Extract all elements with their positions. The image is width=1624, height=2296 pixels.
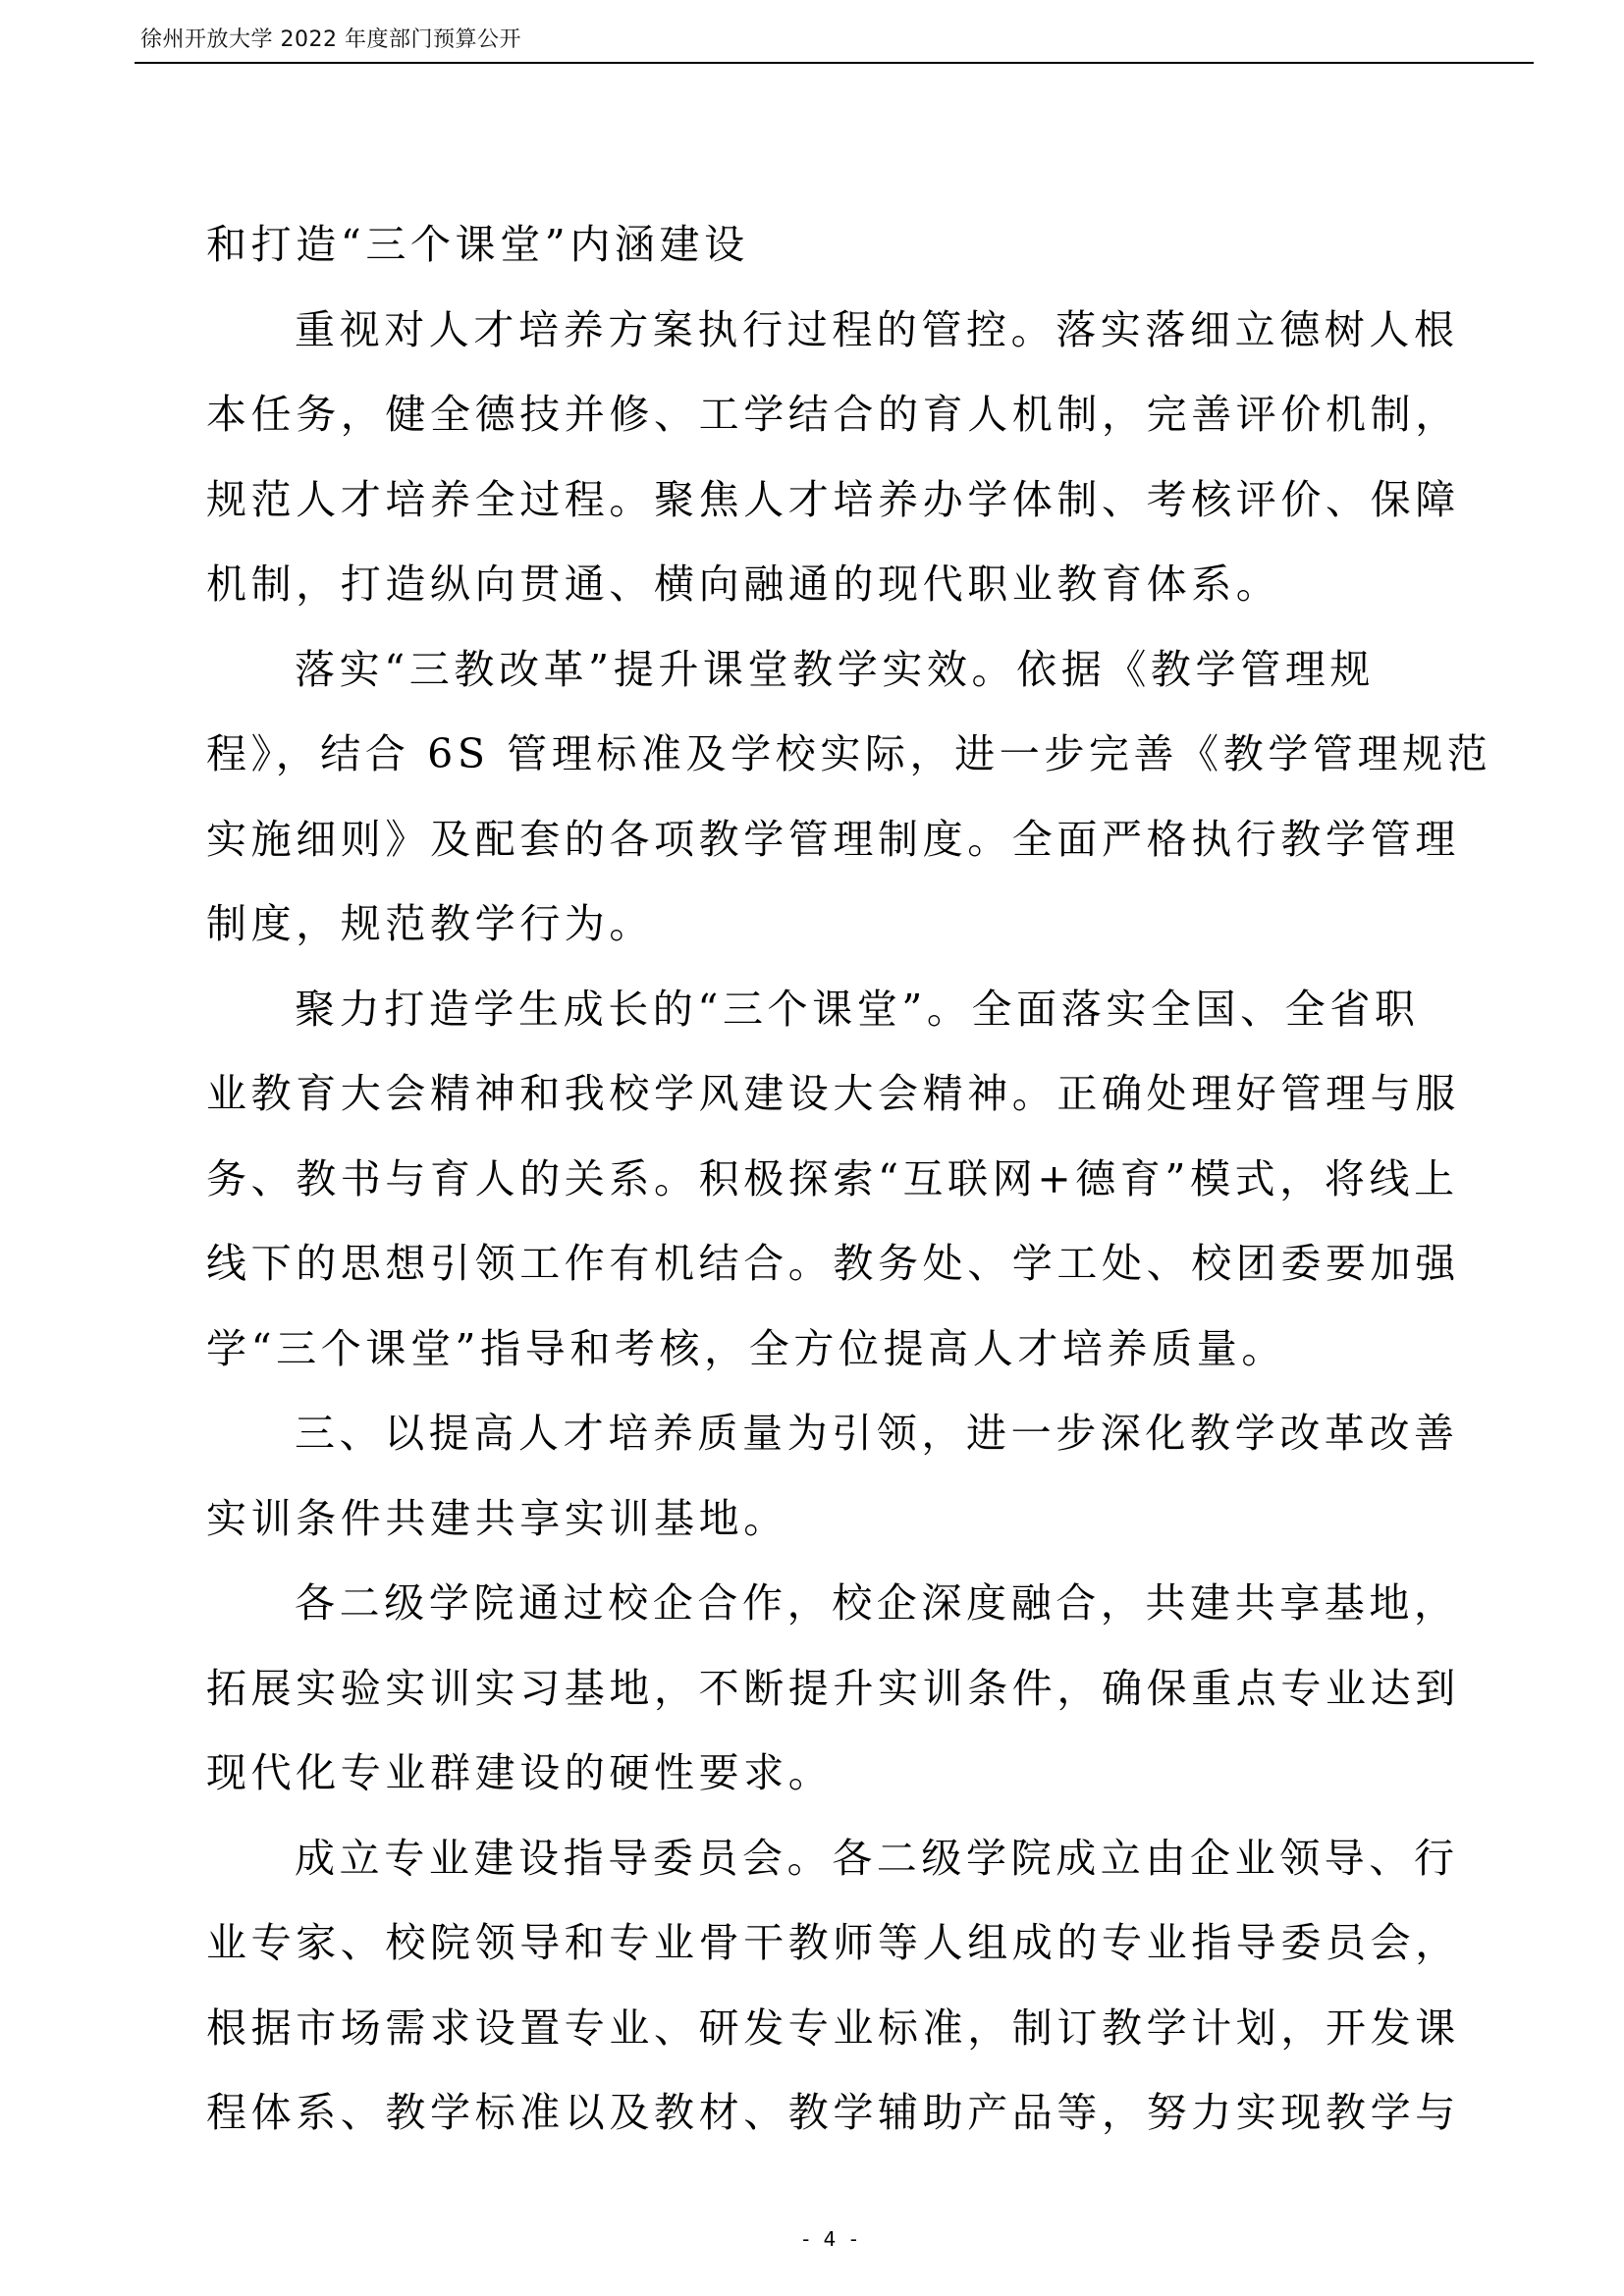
text-line: 实训条件共建共享实训基地。 [206, 1494, 788, 1542]
paragraph-first-line: 成立专业建设指导委员会。各二级学院成立由企业领导、行 [295, 1834, 1459, 1882]
text-line: 学“三个课堂”指导和考核，全方位提高人才培养质量。 [206, 1324, 1286, 1372]
paragraph-first-line: 三、以提高人才培养质量为引领，进一步深化教学改革改善 [295, 1410, 1459, 1457]
text-line: 线下的思想引领工作有机结合。教务处、学工处、校团委要加强 [206, 1240, 1460, 1287]
running-header: 徐州开放大学 2022 年度部门预算公开 [140, 27, 521, 52]
text-line: 业教育大会精神和我校学风建设大会精神。正确处理好管理与服 [206, 1070, 1460, 1117]
paragraph-first-line: 重视对人才培养方案执行过程的管控。落实落细立德树人根 [295, 305, 1459, 353]
text-line: 程》，结合 6S 管理标准及学校实际，进一步完善《教学管理规范 [206, 730, 1492, 777]
body-text [206, 202, 1492, 2156]
text-line: 和打造“三个课堂”内涵建设 [206, 221, 749, 268]
text-line: 制度，规范教学行为。 [206, 900, 654, 947]
text-line: 程体系、教学标准以及教材、教学辅助产品等，努力实现教学与 [206, 2089, 1460, 2136]
text-line: 实施细则》及配套的各项教学管理制度。全面严格执行教学管理 [206, 815, 1460, 863]
text-line: 业专家、校院领导和专业骨干教师等人组成的专业指导委员会， [206, 1919, 1460, 1966]
text-line: 本任务，健全德技并修、工学结合的育人机制，完善评价机制， [206, 391, 1460, 438]
text-line: 根据市场需求设置专业、研发专业标准，制订教学计划，开发课 [206, 2003, 1460, 2052]
text-line: 机制，打造纵向贯通、横向融通的现代职业教育体系。 [206, 561, 1281, 608]
text-line: 规范人才培养全过程。聚焦人才培养办学体制、考核评价、保障 [206, 475, 1460, 523]
header-rule [135, 62, 1534, 64]
paragraph-first-line: 聚力打造学生成长的“三个课堂”。全面落实全国、全省职 [295, 985, 1420, 1033]
text-line: 拓展实验实训实习基地，不断提升实训条件，确保重点专业达到 [206, 1664, 1460, 1712]
paragraph-first-line: 落实“三教改革”提升课堂教学实效。依据《教学管理规 [295, 645, 1375, 693]
paragraph-first-line: 各二级学院通过校企合作，校企深度融合，共建共享基地， [295, 1579, 1459, 1627]
text-line: 务、教书与育人的关系。积极探索“互联网+德育”模式，将线上 [206, 1154, 1459, 1202]
text-line: 现代化专业群建设的硬性要求。 [206, 1749, 834, 1796]
page-number: - 4 - [802, 2227, 861, 2251]
